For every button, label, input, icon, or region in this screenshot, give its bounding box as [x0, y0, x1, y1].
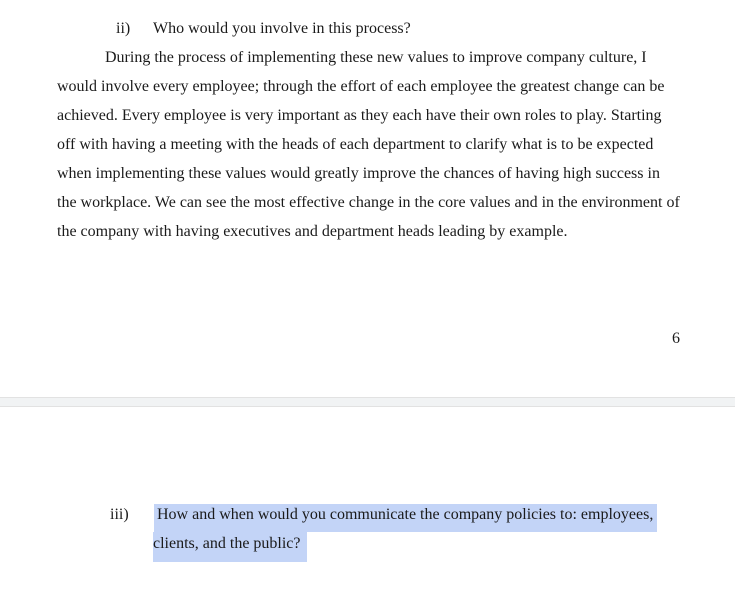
document-page-7	[0, 407, 735, 613]
paragraph-line: achieved. Every employee is very important as they each have their own roles to play. Starting	[57, 107, 662, 124]
paragraph-line: the workplace. We can see the most effective change in the core values and in the environment of	[57, 194, 680, 211]
question-number: ii)	[116, 20, 131, 37]
paragraph-line: off with having a meeting with the heads of each department to clarify what is to be expected	[57, 136, 654, 153]
paragraph-line: the company with having executives and department heads leading by example.	[57, 223, 568, 240]
page-number: 6	[672, 330, 680, 347]
question-text: Who would you involve in this process?	[153, 20, 411, 37]
question-number: iii)	[110, 506, 129, 523]
question-text-line[interactable]: How and when would you communicate the company policies to: employees,	[157, 506, 654, 523]
question-text-line[interactable]: clients, and the public?	[153, 535, 301, 552]
page-break	[0, 397, 735, 407]
paragraph-line: During the process of implementing these new values to improve company culture, I	[105, 49, 647, 66]
paragraph-line: would involve every employee; through the effort of each employee the greatest change can be	[57, 78, 665, 95]
paragraph-line: when implementing these values would greatly improve the chances of having high success in	[57, 165, 660, 182]
